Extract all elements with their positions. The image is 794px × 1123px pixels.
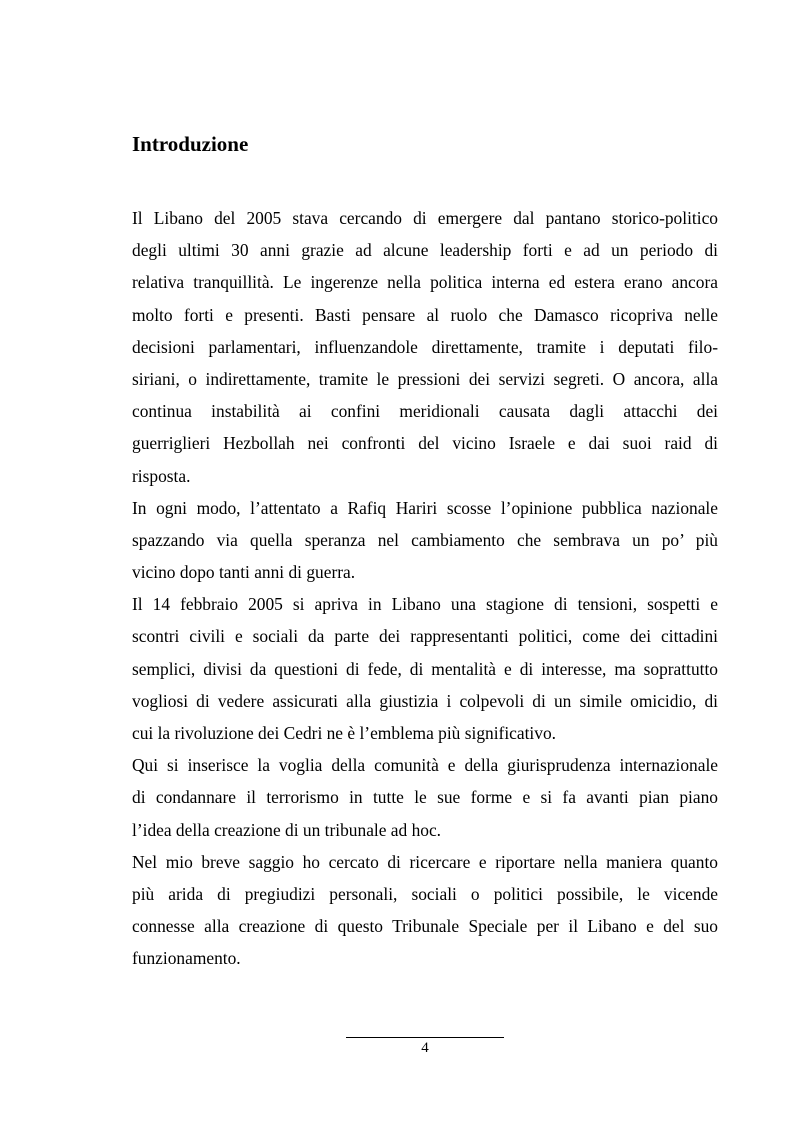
footer-rule [346,1037,504,1038]
page-number: 4 [421,1040,429,1056]
section-heading: Introduzione [132,132,249,156]
text-line: semplici, divisi da questioni di fede, di mentalità e di interesse, ma soprattutto [132,658,718,679]
text-line: Il 14 febbraio 2005 si apriva in Libano una stagione di tensioni, sospetti e [132,594,718,615]
text-line: più arida di pregiudizi personali, sociali o politici possibile, le vicende [132,883,718,904]
text-line: di condannare il terrorismo in tutte le sue forme e si fa avanti pian piano [132,787,718,808]
text-line: Il Libano del 2005 stava cercando di emergere dal pantano storico-politico [132,208,718,228]
text-line: vogliosi di vedere assicurati alla giustizia i colpevoli di un simile omicidio, di [132,690,718,711]
text-line: guerriglieri Hezbollah nei confronti del vicino Israele e dai suoi raid di [132,433,718,454]
text-line: siriani, o indirettamente, tramite le pressioni dei servizi segreti. O ancora, alla [132,368,718,389]
text-line: In ogni modo, l’attentato a Rafiq Hariri scosse l’opinione pubblica nazionale [132,497,718,518]
text-line: scontri civili e sociali da parte dei rappresentanti politici, come dei cittadini [132,626,718,647]
text-line: Qui si inserisce la voglia della comunità e della giurisprudenza internazionale [132,755,718,776]
text-line: l’idea della creazione di un tribunale ad hoc. [132,819,442,840]
text-line: decisioni parlamentari, influenzandole direttamente, tramite i deputati filo- [132,336,718,357]
text-line: connesse alla creazione di questo Tribunale Speciale per il Libano e del suo [132,916,718,937]
text-line: risposta. [132,465,191,486]
text-line: spazzando via quella speranza nel cambiamento che sembrava un po’ più [132,529,718,550]
text-line: Nel mio breve saggio ho cercato di ricercare e riportare nella maniera quanto [132,851,718,872]
body-text [132,202,718,975]
text-line: relativa tranquillità. Le ingerenze nella politica interna ed estera erano ancora [132,272,718,293]
text-line: cui la rivoluzione dei Cedri ne è l’emblema più significativo. [132,723,557,743]
text-line: molto forti e presenti. Basti pensare al ruolo che Damasco ricopriva nelle [132,304,718,325]
text-line: continua instabilità ai confini meridionali causata dagli attacchi dei [132,401,718,422]
text-line: degli ultimi 30 anni grazie ad alcune leadership forti e ad un periodo di [132,240,718,261]
text-line: vicino dopo tanti anni di guerra. [132,562,356,583]
text-line: funzionamento. [132,948,241,969]
